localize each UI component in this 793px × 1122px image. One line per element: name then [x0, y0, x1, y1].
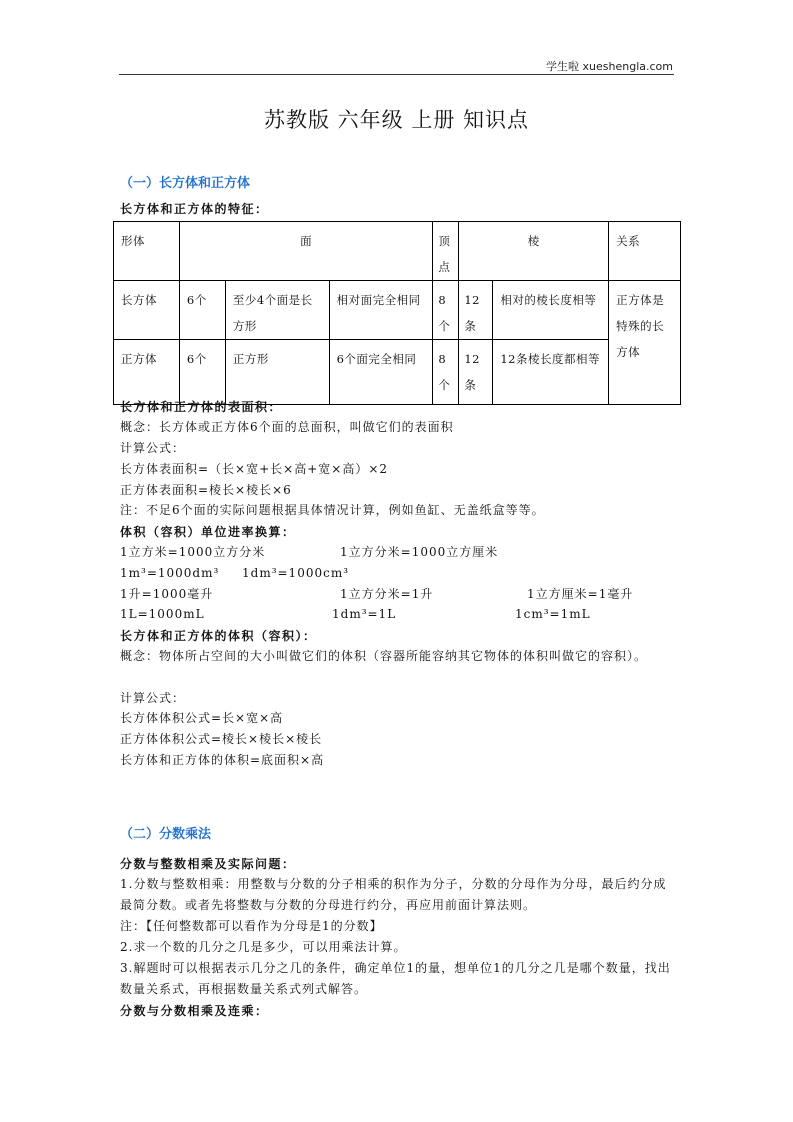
fraction-note: 注：【任何整数都可以看作为分母是1的分数】 [120, 919, 383, 933]
cell-edge-relation: 相对的棱长度相等 [493, 281, 609, 340]
fraction-fraction-label: 分数与分数相乘及连乘： [120, 1004, 269, 1018]
surface-note: 注：不足6个面的实际问题根据具体情况计算，例如鱼缸、无盖纸盒等等。 [120, 503, 545, 517]
header-edge: 棱 [459, 222, 609, 281]
conversion-item: 1dm³=1000cm³ [242, 566, 350, 580]
header-divider [119, 74, 674, 75]
conversion-item: 1升=1000毫升 [120, 587, 214, 601]
formula-label: 计算公式： [120, 441, 186, 455]
conversion-item: 1L=1000mL [120, 607, 205, 621]
header-shape: 形体 [114, 222, 180, 281]
conversion-item: 1立方分米=1升 [340, 587, 434, 601]
fraction-integer-label: 分数与整数相乘及实际问题： [120, 857, 296, 871]
formula-label: 计算公式： [120, 691, 186, 705]
cell-face-count: 6个 [179, 340, 225, 405]
cell-shape: 长方体 [114, 281, 180, 340]
cell-edge-relation: 12条棱长度都相等 [493, 340, 609, 405]
conversion-item: 1dm³=1L [332, 607, 397, 621]
cell-face-relation: 相对面完全相同 [329, 281, 433, 340]
table-row [114, 281, 681, 340]
cell-face-count: 6个 [179, 281, 225, 340]
section-heading-fraction: （二）分数乘法 [120, 827, 212, 842]
surface-area-concept: 概念：长方体或正方体6个面的总面积，叫做它们的表面积 [120, 420, 454, 434]
conversion-item: 1立方厘米=1毫升 [527, 587, 634, 601]
cell-relation: 正方体是特殊的长方体 [609, 281, 681, 405]
fraction-rule-1: 1.分数与整数相乘：用整数与分数的分子相乘的积作为分子，分数的分母作为分母，最后约分成最简分数。或者先将整数与分数的分母进行约分，再应用前面计算法则。 [120, 877, 667, 912]
conversion-item: 1m³=1000dm³ [120, 566, 220, 580]
cell-face-relation: 6个面完全相同 [329, 340, 433, 405]
cell-edge-count: 12条 [459, 281, 493, 340]
surface-formula-cuboid: 长方体表面积=（长×宽+长×高+宽×高）×2 [120, 462, 389, 476]
cell-shape: 正方体 [114, 340, 180, 405]
surface-formula-cube: 正方体表面积=棱长×棱长×6 [120, 483, 292, 497]
conversion-item: 1立方米=1000立方分米 [120, 545, 266, 559]
header-relation: 关系 [609, 222, 681, 281]
volume-unit-label: 体积（容积）单位进率换算： [120, 525, 296, 539]
features-label: 长方体和正方体的特征： [120, 202, 269, 216]
cell-edge-count: 12条 [459, 340, 493, 405]
cell-vertex: 8个 [433, 340, 459, 405]
header-vertex: 顶点 [433, 222, 459, 281]
fraction-rule-2: 2.求一个数的几分之几是多少，可以用乘法计算。 [120, 940, 407, 954]
features-table [113, 221, 681, 405]
cell-face-shape: 正方形 [225, 340, 329, 405]
conversion-item: 1立方分米=1000立方厘米 [340, 545, 499, 559]
volume-label: 长方体和正方体的体积（容积）： [120, 629, 317, 643]
volume-formula-cuboid: 长方体体积公式=长×宽×高 [120, 711, 284, 725]
fraction-rule-3: 3.解题时可以根据表示几分之几的条件，确定单位1的量，想单位1的几分之几是哪个数量，找出数量关系式，再根据数量关系式列式解答。 [120, 961, 671, 996]
site-header: 学生啦 xueshengla.com [546, 60, 673, 73]
table-row [114, 340, 681, 405]
table-header-row [114, 222, 681, 281]
volume-formula-cube: 正方体体积公式=棱长×棱长×棱长 [120, 732, 323, 746]
section-heading-cuboid: （一）长方体和正方体 [120, 176, 251, 191]
cell-vertex: 8个 [433, 281, 459, 340]
cell-face-shape: 至少4个面是长方形 [225, 281, 329, 340]
volume-formula-general: 长方体和正方体的体积=底面积×高 [120, 753, 325, 767]
header-face: 面 [179, 222, 433, 281]
page-title: 苏教版 六年级 上册 知识点 [263, 108, 530, 132]
volume-concept: 概念：物体所占空间的大小叫做它们的体积（容器所能容纳其它物体的体积叫做它的容积）。 [120, 649, 648, 663]
conversion-item: 1cm³=1mL [515, 607, 591, 621]
surface-area-label: 长方体和正方体的表面积： [120, 400, 283, 414]
